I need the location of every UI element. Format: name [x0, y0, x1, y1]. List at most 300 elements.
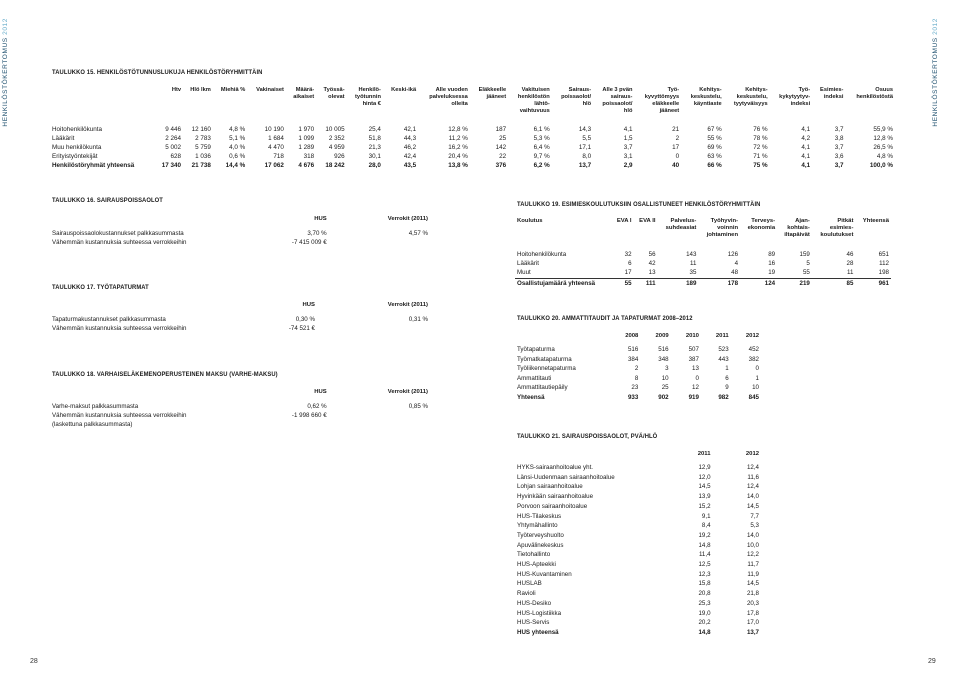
- table-cell: Alle 3 pvän sairaus- poissaolot/ hlö: [602, 87, 633, 114]
- table-row: [515, 333, 761, 340]
- table-row: [515, 550, 761, 560]
- table-cell: Yhteensä: [517, 393, 545, 401]
- table-cell: 14,8: [698, 541, 711, 549]
- table-cell: 5,5: [582, 135, 592, 143]
- table-cell: 56: [648, 251, 656, 258]
- table-row: [515, 599, 761, 609]
- table-cell: 16: [768, 260, 776, 268]
- table-row: [515, 618, 761, 628]
- table-cell: Työtapaturma: [517, 346, 555, 353]
- table-cell: 13: [692, 365, 699, 373]
- table-cell: Työterveyshuolto: [517, 531, 564, 539]
- table19: [515, 218, 891, 288]
- table-cell: 44,3: [403, 135, 417, 143]
- table-cell: 3,7: [834, 144, 844, 152]
- table-cell: 20,3: [746, 599, 759, 607]
- table-cell: -74 521 €: [288, 325, 315, 333]
- table-cell: 4,8 %: [876, 153, 893, 161]
- table-cell: 55 %: [707, 135, 722, 143]
- table-cell: 17 340: [161, 162, 182, 170]
- table-cell: 189: [658, 278, 699, 288]
- page-number-right: 29: [928, 658, 936, 665]
- table-row: [515, 463, 761, 473]
- page-number-left: 28: [30, 658, 38, 665]
- table-cell: 10: [752, 384, 759, 392]
- table-cell: 5: [806, 260, 810, 268]
- table-cell: Työmatkatapaturma: [517, 355, 572, 363]
- table-cell: 66 %: [707, 162, 722, 170]
- table-cell: 71 %: [753, 153, 768, 161]
- table-row: [515, 492, 761, 502]
- table-cell: 13: [648, 269, 656, 277]
- table-cell: Lohjan sairaanhoitoalue: [517, 483, 583, 491]
- table-cell: 1,5: [623, 135, 633, 143]
- table-cell: 4 676: [298, 162, 315, 170]
- table-row: [515, 570, 761, 580]
- table-cell: 2 352: [328, 135, 345, 143]
- table-row: [515, 560, 761, 570]
- table-cell: 926: [334, 153, 345, 161]
- table-cell: 8: [634, 374, 639, 382]
- table-cell: 6,2 %: [533, 162, 550, 170]
- table-row: [50, 216, 430, 223]
- table15-title: TAULUKKO 15. HENKILÖSTÖTUNNUSLUKUJA HENKILÖSTÖRYHMITTÄIN: [52, 69, 263, 76]
- table-cell: 12,2: [746, 551, 759, 559]
- table-cell: HUS: [314, 216, 327, 222]
- table-cell: 51,8: [368, 135, 381, 143]
- table-cell: 32: [624, 251, 632, 258]
- table-cell: 14,5: [698, 483, 711, 491]
- table-cell: 12: [692, 384, 699, 392]
- table-cell: 4 959: [328, 144, 345, 152]
- table-row: [50, 324, 430, 333]
- table-cell: 43,5: [403, 162, 417, 170]
- table-cell: Lääkärit: [52, 135, 75, 143]
- table-cell: Ravioli: [517, 590, 536, 598]
- table-cell: 14,5: [746, 502, 759, 510]
- table-row: [50, 402, 430, 411]
- table-cell: 5,3: [750, 522, 759, 530]
- table-cell: 124: [740, 278, 777, 288]
- table-cell: 1 684: [268, 135, 284, 143]
- table-cell: 46: [846, 251, 854, 258]
- table-cell: 1 099: [298, 135, 315, 143]
- table-cell: Ammattitauti: [517, 374, 552, 382]
- table-cell: 1 289: [298, 144, 315, 152]
- table-cell: 12,8 %: [448, 126, 468, 133]
- table18-title: TAULUKKO 18. VARHAISELÄKEMENOPERUSTEINEN MAKSU (VARHE-MAKSU): [52, 371, 278, 378]
- table-row: [515, 628, 761, 638]
- table-cell: 8,4: [701, 522, 711, 530]
- table18: [50, 389, 430, 430]
- table-cell: 55,9 %: [873, 126, 893, 133]
- table-cell: Yhteensä: [862, 218, 889, 224]
- table-cell: 10,0: [746, 541, 759, 549]
- table-cell: 198: [878, 269, 889, 277]
- left-side-label: HENKILÖSTÖKERTOMUS 2012: [2, 18, 9, 127]
- table-cell: 89: [768, 251, 776, 258]
- table-cell: Esimies- indeksi: [820, 87, 844, 100]
- table-cell: 2: [675, 135, 680, 143]
- table-cell: 1 036: [195, 153, 211, 161]
- table-cell: 8,0: [582, 153, 592, 161]
- table-row: [50, 411, 430, 429]
- table-cell: Hyvinkään sairaanhoitoalue: [517, 493, 594, 501]
- table-cell: Erityistyöntekijät: [52, 153, 98, 161]
- table-row: [515, 482, 761, 492]
- table-row: [515, 364, 761, 374]
- table-row: [515, 609, 761, 619]
- table-cell: 3,7: [623, 144, 633, 152]
- table-cell: 1 970: [298, 126, 315, 133]
- table-row: [515, 393, 761, 403]
- table-cell: 63 %: [707, 153, 722, 161]
- table-cell: 507: [688, 346, 699, 353]
- table-cell: 12,9: [698, 464, 711, 471]
- table-cell: 9,1: [701, 512, 711, 520]
- table-cell: 14,8: [698, 628, 711, 636]
- table-cell: 11,9: [747, 570, 759, 578]
- table-cell: 17,0: [746, 619, 759, 627]
- table-cell: 382: [748, 355, 759, 363]
- table-cell: 2 264: [165, 135, 182, 143]
- table-cell: 10 190: [264, 126, 284, 133]
- table19-title: TAULUKKO 19. ESIMIESKOULUTUKSIIN OSALLISTUNEET HENKILÖSTÖRYHMITTÄIN: [517, 201, 761, 208]
- table-cell: 67 %: [707, 126, 722, 133]
- table-cell: Keski-ikä: [391, 87, 417, 93]
- table-cell: Palvelus- suhdeasiat: [665, 218, 697, 231]
- table-row: [50, 229, 430, 238]
- table-cell: 6,4 %: [533, 144, 550, 152]
- table-row: [515, 250, 891, 259]
- table-cell: 25,3: [698, 599, 711, 607]
- table-cell: 982: [718, 393, 729, 401]
- table-cell: 11: [846, 269, 854, 277]
- table-cell: 11: [689, 260, 697, 268]
- table-row: [50, 143, 895, 152]
- table-cell: HUS-Desiko: [517, 599, 552, 607]
- table-cell: 6: [725, 374, 729, 382]
- table-cell: 4,1: [801, 153, 811, 161]
- table-cell: 0,85 %: [408, 403, 428, 410]
- table-row: [515, 345, 761, 355]
- table-cell: 902: [658, 393, 669, 401]
- table-cell: 384: [627, 355, 639, 363]
- table-row: [50, 125, 895, 134]
- table-cell: HUS-Kuvantaminen: [517, 570, 572, 578]
- table-cell: 22: [499, 153, 507, 161]
- table-cell: Alle vuoden palveluksessa olleita: [429, 87, 468, 107]
- table-cell: 2012: [745, 333, 759, 339]
- table-cell: Ammattitautiepäily: [517, 384, 568, 392]
- table-cell: 11,2 %: [448, 135, 468, 143]
- table-row: [515, 259, 891, 268]
- table-cell: HYKS-sairaanhoitoalue yht.: [517, 464, 594, 471]
- table20-title: TAULUKKO 20. AMMATTITAUDIT JA TAPATURMAT 2008–2012: [517, 315, 693, 322]
- table-cell: 2011: [697, 451, 711, 457]
- table-cell: HUSLAB: [517, 580, 542, 588]
- table-cell: 3: [665, 365, 669, 373]
- table-cell: Sairaus- poissaolot/ hlö: [561, 87, 592, 107]
- table-cell: 14,3: [578, 126, 592, 133]
- table-cell: 0,6 %: [229, 153, 246, 161]
- table-cell: 443: [718, 355, 729, 363]
- table20: [515, 333, 761, 403]
- table-cell: 3,7: [834, 162, 844, 170]
- table-cell: 7,7: [750, 512, 759, 520]
- table-cell: 4,1: [801, 162, 811, 170]
- table-cell: 10 005: [325, 126, 345, 133]
- table-cell: Sairauspoissaolokustannukset palkkasummasta: [52, 230, 184, 237]
- table-cell: 15,2: [698, 502, 711, 510]
- table-cell: 452: [748, 346, 759, 353]
- table-cell: 9 446: [165, 126, 182, 133]
- table-cell: HUS-Apteekki: [517, 561, 556, 569]
- table-cell: Henkilö- työtunnin hinta €: [355, 87, 381, 107]
- table-cell: [329, 238, 430, 247]
- table-cell: 55: [802, 269, 810, 277]
- table-cell: Varhe-maksut palkkasummasta: [52, 403, 139, 410]
- table-cell: 40: [672, 162, 680, 170]
- table-cell: 0: [695, 374, 699, 382]
- table-cell: 718: [273, 153, 284, 161]
- table-cell: 12,5: [698, 561, 711, 569]
- table-cell: HUS: [314, 389, 327, 395]
- table-cell: Vähemmän kustannuksia suhteessa verrokkeihin (laskettuna palkkasummasta): [52, 412, 187, 429]
- table-row: [50, 389, 430, 396]
- table-cell: 30,1: [368, 153, 381, 161]
- table-cell: Ajan- kohtais- iltapäivät: [784, 218, 810, 238]
- table21: [515, 451, 761, 638]
- table-cell: 142: [495, 144, 507, 152]
- table-row: [515, 541, 761, 551]
- table-row: [515, 451, 761, 458]
- table-cell: 4: [734, 260, 739, 268]
- table-cell: 4,2: [801, 135, 811, 143]
- table-cell: -7 415 009 €: [291, 239, 327, 247]
- table-cell: 2011: [715, 333, 729, 339]
- table-cell: Vakituisen henkilöstön lähtö- vaihtuvuus: [517, 87, 550, 114]
- table-cell: 9: [725, 384, 729, 392]
- table-cell: HUS-Logistiikka: [517, 609, 562, 617]
- table-cell: 12,0: [698, 473, 711, 481]
- table-cell: 12,4: [746, 483, 759, 491]
- table-cell: Kehitys- keskustelu, käyntiaste: [690, 87, 722, 107]
- table-cell: 46,2: [403, 144, 417, 152]
- table-cell: 3,6: [834, 153, 844, 161]
- table-cell: 318: [303, 153, 315, 161]
- table-cell: 20,8: [698, 590, 711, 598]
- table-cell: 17,8: [746, 609, 759, 617]
- table-row: [515, 218, 891, 244]
- table-cell: 42: [648, 260, 656, 268]
- table-row: [50, 302, 430, 309]
- table-cell: 12 160: [191, 126, 211, 133]
- table-cell: Verrokit (2011): [387, 216, 428, 222]
- table-cell: 21,3: [368, 144, 381, 152]
- table-cell: 9,7 %: [533, 153, 550, 161]
- table-row: [515, 589, 761, 599]
- table-cell: 100,0 %: [869, 162, 893, 170]
- table-cell: Työ- kyvyttömyys eläkkeelle jääneet: [644, 87, 680, 114]
- table-row: [515, 512, 761, 522]
- table-cell: Porvoon sairaanhoitoalue: [517, 502, 588, 510]
- table-cell: 1: [725, 365, 729, 373]
- table-cell: Miehiä %: [220, 87, 246, 93]
- table-cell: 178: [698, 278, 740, 288]
- table-cell: Yhtymähallinto: [517, 522, 558, 530]
- table-cell: 4,1: [801, 144, 811, 152]
- table-cell: 18 242: [325, 162, 345, 170]
- table-cell: Muut: [517, 269, 531, 277]
- table-cell: 2012: [745, 451, 759, 457]
- table-cell: HUS: [302, 302, 315, 308]
- table-cell: Eläkkeelle jääneet: [478, 87, 507, 100]
- table-cell: 28,0: [368, 162, 381, 170]
- table-row: [50, 134, 895, 143]
- table-cell: 75 %: [753, 162, 768, 170]
- table-cell: 21,8: [746, 590, 759, 598]
- table-cell: 5 002: [165, 144, 182, 152]
- table-cell: 376: [495, 162, 507, 170]
- table-cell: 0: [675, 153, 680, 161]
- table21-title: TAULUKKO 21. SAIRAUSPOISSAOLOT, PVÄ/HLÖ: [517, 433, 658, 440]
- table-cell: 3,7: [834, 126, 844, 133]
- table-cell: 76 %: [753, 126, 768, 133]
- table-cell: Työssä- olevat: [323, 87, 345, 100]
- table-cell: 111: [634, 278, 658, 288]
- table-row: [515, 579, 761, 589]
- table17: [50, 302, 430, 333]
- table-cell: [329, 411, 430, 429]
- table-cell: 2008: [625, 333, 639, 339]
- table-cell: 17: [672, 144, 680, 152]
- table-cell: 5,1 %: [229, 135, 246, 143]
- table16-title: TAULUKKO 16. SAIRAUSPOISSAOLOT: [52, 197, 163, 204]
- table-cell: 14,5: [746, 580, 759, 588]
- table-cell: 6,1 %: [533, 126, 550, 133]
- table-cell: 159: [799, 251, 810, 258]
- table-cell: 72 %: [753, 144, 768, 152]
- table-cell: 523: [718, 346, 729, 353]
- table-cell: Verrokit (2011): [387, 302, 428, 308]
- table-cell: Hoitohenkilökunta: [52, 126, 103, 133]
- table-cell: 13,7: [746, 628, 759, 636]
- table-cell: 3,8: [834, 135, 844, 143]
- table-cell: 0,30 %: [295, 316, 315, 323]
- table-cell: Lääkärit: [517, 260, 540, 268]
- table-cell: EVA I: [616, 218, 632, 224]
- table-row: [50, 161, 895, 170]
- table-cell: 4,1: [623, 126, 633, 133]
- table-cell: 112: [879, 260, 889, 268]
- table-cell: Kehitys- keskustelu, tyytyväisyys: [733, 87, 768, 107]
- table-cell: 2,9: [623, 162, 633, 170]
- table-cell: 13,9: [698, 493, 711, 501]
- table-cell: 28: [846, 260, 854, 268]
- table-cell: Työliikennetapaturma: [517, 365, 576, 373]
- table-cell: 11,4: [698, 551, 711, 559]
- table-cell: 919: [688, 393, 699, 401]
- table-cell: 1: [755, 374, 759, 382]
- table-cell: 20,2: [698, 619, 711, 627]
- table-cell: 42,4: [403, 153, 417, 161]
- table-row: [515, 268, 891, 278]
- table-cell: 25: [661, 384, 669, 392]
- table-row: [50, 238, 430, 247]
- table-cell: 12,3: [698, 570, 711, 578]
- table-cell: 0,62 %: [307, 403, 327, 410]
- table-cell: 26,5 %: [873, 144, 893, 152]
- table-row: [515, 502, 761, 512]
- table-cell: Vakinaiset: [256, 87, 284, 93]
- table-cell: Vähemmän kustannuksia suhteessa verrokkeihin: [52, 325, 187, 333]
- table-cell: 651: [878, 251, 889, 258]
- table-cell: 2 783: [195, 135, 211, 143]
- table-cell: 5 759: [195, 144, 211, 152]
- table-cell: 17,1: [578, 144, 592, 152]
- table-cell: 516: [658, 346, 669, 353]
- table-cell: Osallistujamäärä yhteensä: [515, 278, 612, 288]
- table-cell: Vähemmän kustannuksia suhteessa verrokkeihin: [52, 239, 187, 247]
- right-side-label: HENKILÖSTÖKERTOMUS 2012: [932, 18, 939, 127]
- table-row: [50, 152, 895, 161]
- table-cell: 4,8 %: [229, 126, 246, 133]
- table-cell: 69 %: [707, 144, 722, 152]
- table-row: [50, 315, 430, 324]
- table-cell: 0,31 %: [408, 316, 428, 323]
- table-cell: Htv: [171, 87, 182, 93]
- table-row: [515, 521, 761, 531]
- table-cell: 11,7: [747, 561, 759, 569]
- table-cell: 85: [812, 278, 856, 288]
- table-row: [515, 383, 761, 393]
- table-cell: EVA II: [639, 218, 656, 224]
- table-cell: 10: [661, 374, 669, 382]
- table-cell: 78 %: [753, 135, 768, 143]
- table-cell: 23: [631, 384, 639, 392]
- table-row: [515, 355, 761, 365]
- table-cell: Määrä- aikaiset: [293, 87, 315, 100]
- table-row: [50, 87, 895, 125]
- table-cell: Tietohallinto: [517, 551, 551, 559]
- table-cell: Hoitohenkilökunta: [517, 251, 567, 258]
- table-cell: 5,3 %: [533, 135, 550, 143]
- table-cell: 4,1: [801, 126, 811, 133]
- table-cell: 14,0: [746, 493, 759, 501]
- table-cell: 35: [689, 269, 697, 277]
- table-cell: 42,1: [403, 126, 417, 133]
- table-cell: HUS-Tilakeskus: [517, 512, 562, 520]
- table-cell: 48: [731, 269, 739, 277]
- table-cell: 12,4: [746, 464, 759, 471]
- table-cell: Verrokit (2011): [387, 389, 428, 395]
- table-row: [515, 374, 761, 384]
- table-row: [515, 278, 891, 288]
- table-cell: 21 738: [191, 162, 211, 170]
- table-cell: Työ- kykytyytyv- indeksi: [779, 87, 811, 107]
- table-cell: Hlö lkm: [190, 87, 211, 93]
- table-cell: 12,8 %: [873, 135, 893, 143]
- table-cell: 16,2 %: [448, 144, 468, 152]
- table-cell: 14,0: [746, 531, 759, 539]
- table-cell: 0: [755, 365, 759, 373]
- table-cell: 143: [686, 251, 697, 258]
- table-cell: 13,8 %: [448, 162, 468, 170]
- table-cell: [317, 324, 430, 333]
- table-cell: 17 062: [264, 162, 284, 170]
- table-cell: 3,1: [623, 153, 633, 161]
